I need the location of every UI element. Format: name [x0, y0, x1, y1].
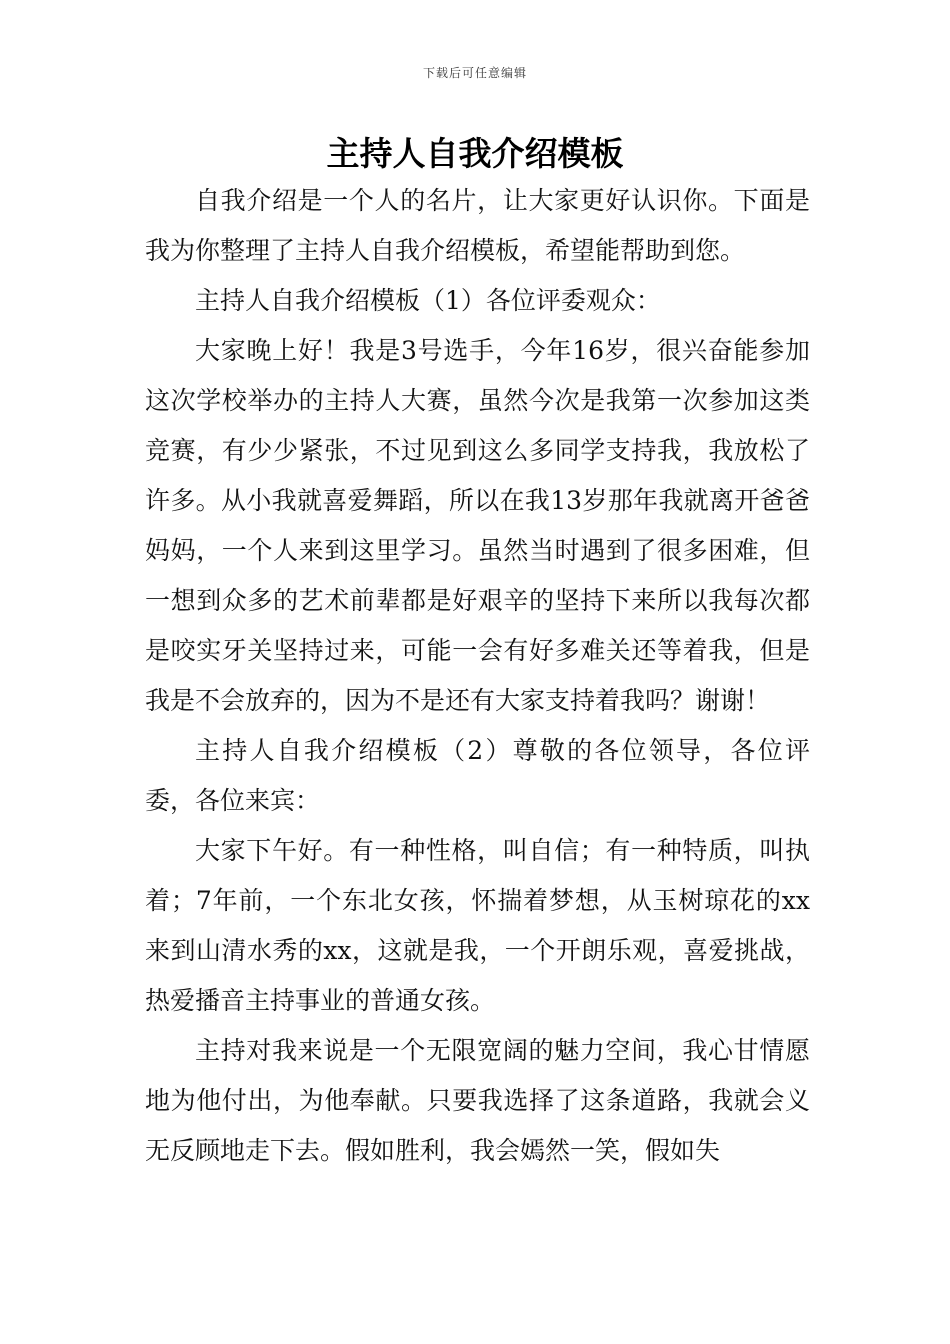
- paragraph-template-2-heading: 主持人自我介绍模板（2）尊敬的各位领导，各位评委，各位来宾：: [145, 736, 810, 815]
- paragraph-intro: 自我介绍是一个人的名片，让大家更好认识你。下面是我为你整理了主持人自我介绍模板，希望能帮助到您。: [145, 186, 810, 265]
- page-header-note: 下载后可任意编辑: [422, 66, 527, 80]
- paragraph-template-2-body: 大家下午好。有一种性格，叫自信；有一种特质，叫执着；7年前，一个东北女孩，怀揣着梦想，从玉树琼花的xx来到山清水秀的xx，这就是我，一个开朗乐观，喜爱挑战，热爱播音主持事业的普通女孩。: [145, 836, 810, 1015]
- paragraph-template-1-heading: 主持人自我介绍模板（1）各位评委观众：: [195, 286, 661, 315]
- document-title: 主持人自我介绍模板: [326, 134, 624, 173]
- paragraph-template-2-continued: 主持对我来说是一个无限宽阔的魅力空间，我心甘情愿地为他付出，为他奉献。只要我选择了这条道路，我就会义无反顾地走下去。假如胜利，我会嫣然一笑，假如失: [145, 1036, 810, 1165]
- document-body: [145, 176, 810, 1176]
- paragraph-template-1-body: 大家晚上好！我是3号选手，今年16岁，很兴奋能参加这次学校举办的主持人大赛，虽然今次是我第一次参加这类竞赛，有少少紧张，不过见到这么多同学支持我，我放松了许多。从小我就喜爱舞蹈，所以在我13岁那年我就离开爸爸妈妈，一个人来到这里学习。虽然当时遇到了很多困难，但一想到众多的艺术前辈都是好艰辛的坚持下来所以我每次都是咬实牙关坚持过来，可能一会有好多难关还等着我，但是我是不会放弃的，因为不是还有大家支持着我吗？谢谢！: [145, 336, 810, 715]
